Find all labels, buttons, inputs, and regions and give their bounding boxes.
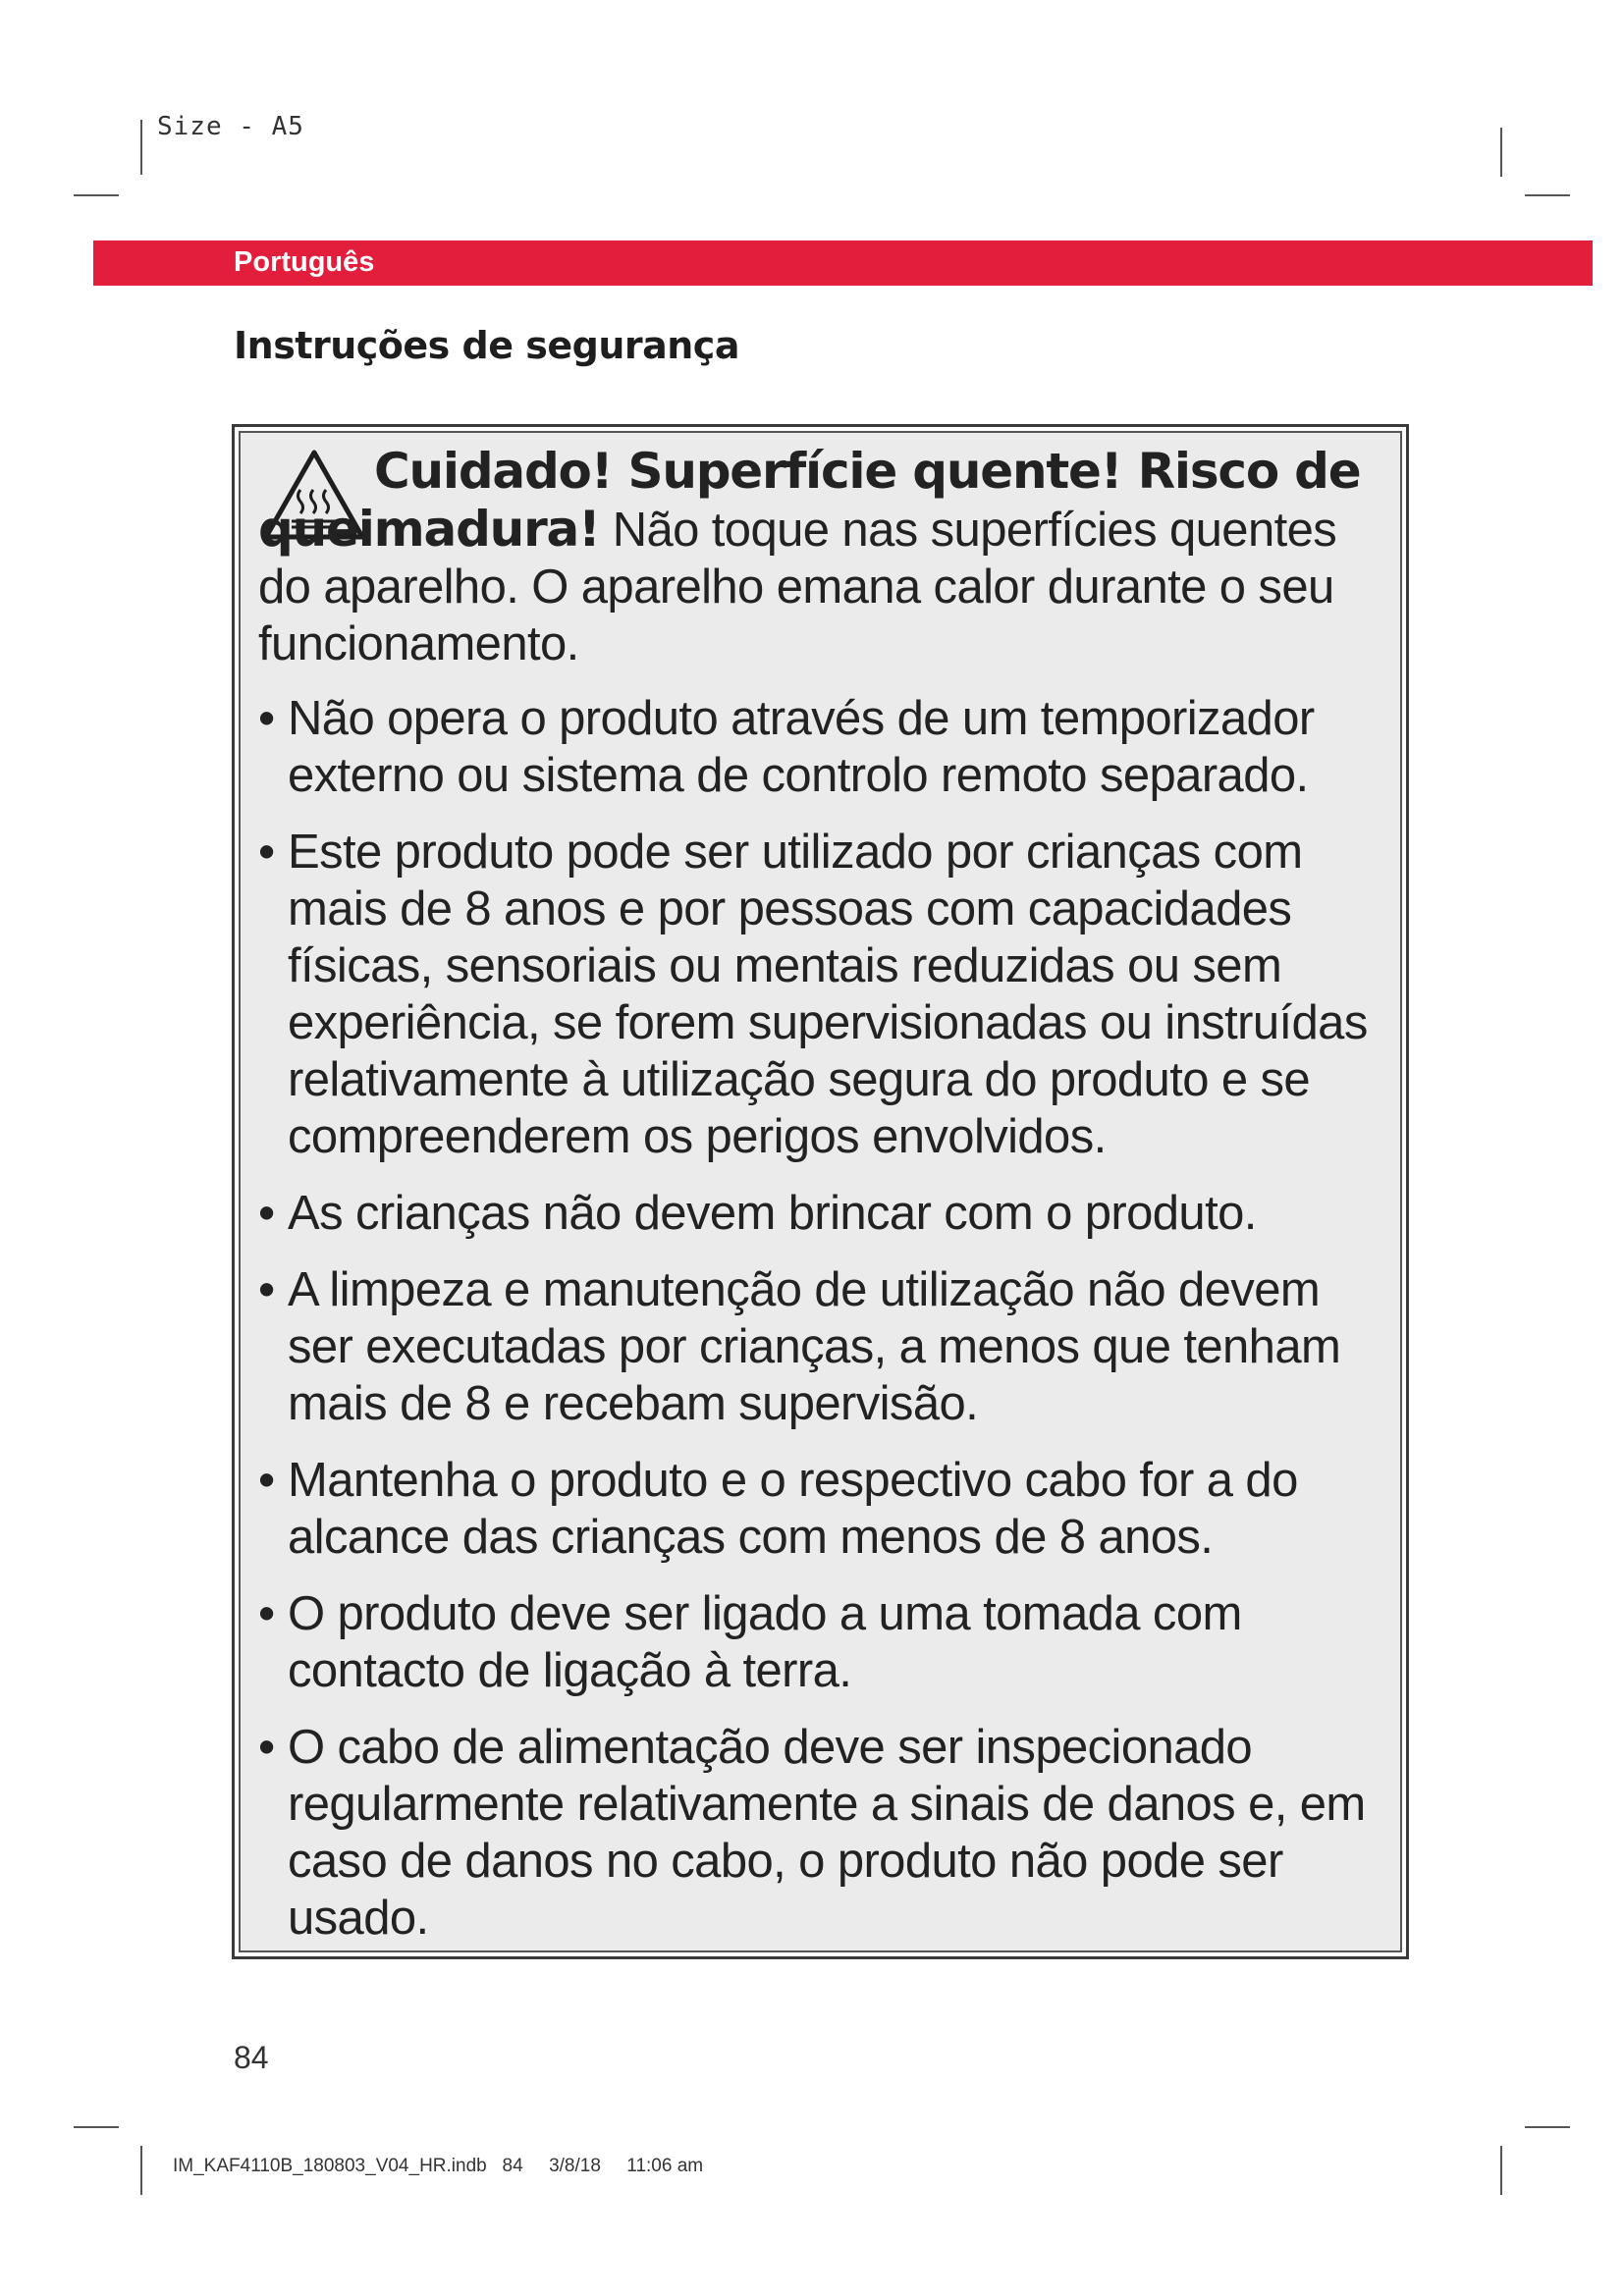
- crop-mark-bottom-left-h: [74, 2126, 119, 2128]
- warning-heading-bold: Cuidado! Superfície quente! Risco de queimadura!: [258, 443, 1361, 558]
- warning-heading-text: Não toque nas superfícies quentes do aparelho. O aparelho emana calor durante o seu funcionamento.: [258, 504, 1337, 670]
- warning-box: [232, 424, 1409, 1959]
- warning-bullet-list: [258, 690, 1385, 1966]
- crop-mark-top-left-h: [74, 194, 119, 196]
- warning-bullet: • Não opera o produto através de um temporizador externo ou sistema de controlo remoto separado.: [258, 692, 1315, 802]
- print-size-label: Size - A5: [157, 112, 304, 141]
- crop-mark-top-right-v: [1500, 128, 1502, 177]
- crop-mark-bottom-right-v: [1500, 2146, 1502, 2195]
- warning-bullet: • Mantenha o produto e o respectivo cabo for a do alcance das crianças com menos de 8 anos.: [258, 1454, 1298, 1564]
- crop-mark-bottom-left-v: [140, 2146, 142, 2195]
- section-title: Instruções de segurança: [234, 324, 739, 367]
- warning-bullet: • Este produto pode ser utilizado por crianças com mais de 8 anos e por pessoas com capacidades físicas, sensoriais ou mentais reduzidas ou sem experiência, se forem supervisionadas ou instruídas relativamente à utilização segura do produto e se compreenderem os perigos envolvidos.: [258, 826, 1368, 1163]
- language-label: Português: [234, 246, 375, 278]
- bullet-dot-icon: •: [258, 1454, 275, 1507]
- bullet-dot-icon: •: [258, 1721, 275, 1774]
- warning-box-inner: [239, 431, 1402, 1952]
- warning-bullet: • O produto deve ser ligado a uma tomada com contacto de ligação à terra.: [258, 1587, 1242, 1697]
- bullet-dot-icon: •: [258, 1587, 275, 1640]
- warning-bullet: • A limpeza e manutenção de utilização não devem ser executadas por crianças, a menos que tenham mais de 8 e recebam supervisão.: [258, 1263, 1341, 1430]
- bullet-dot-icon: •: [258, 692, 275, 745]
- bullet-dot-icon: •: [258, 1187, 275, 1240]
- bullet-dot-icon: •: [258, 1263, 275, 1316]
- language-header-bar: [93, 240, 1593, 286]
- print-file-info: IM_KAF4110B_180803_V04_HR.indb 84 3/8/18 11:06 am: [173, 2156, 704, 2176]
- bullet-dot-icon: •: [258, 826, 275, 879]
- crop-mark-top-left-v: [140, 120, 142, 175]
- warning-heading: [258, 443, 1397, 672]
- crop-mark-top-right-h: [1525, 194, 1570, 196]
- warning-bullet: • As crianças não devem brincar com o produto.: [258, 1187, 1257, 1240]
- page-number: 84: [234, 2040, 269, 2075]
- crop-mark-bottom-right-h: [1525, 2126, 1570, 2128]
- warning-bullet: • O cabo de alimentação deve ser inspecionado regularmente relativamente a sinais de danos e, em caso de danos no cabo, o produto não pode ser usado.: [258, 1721, 1366, 1945]
